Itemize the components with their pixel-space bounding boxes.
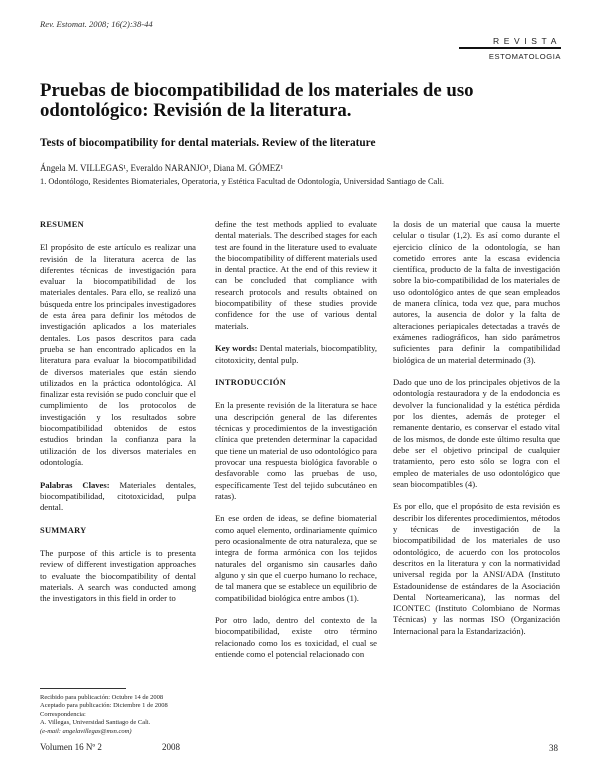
column-2 bbox=[215, 219, 377, 660]
journal-logo-bottom: ESTOMATOLOGIA bbox=[488, 52, 561, 61]
introduccion-paragraph-1: En la presente revisión de la literatura se hace una descripción general de las diferentes técnicas y procedimientos de la investigación clínica que pretenden determinar la capacidad que tiene un material de uso odontológico para provocar una respuesta biológica favorable o desfavorable como las pruebas de uso, específicamente Test del tejido subcutáneo en ratas). bbox=[215, 400, 377, 501]
resumen-keywords-value: Materiales dentales, biocompatibilidad, citotoxicidad, pulpa dental. bbox=[40, 479, 196, 513]
resumen-heading: RESUMEN bbox=[40, 220, 84, 229]
column-3 bbox=[393, 219, 560, 637]
author-affiliation: 1. Odontólogo, Residentes Biomateriales, Operatoria, y Estética Facultad de Odontología, Universidad Santiago de Cali. bbox=[40, 177, 444, 186]
introduccion-paragraph-2: En ese orden de ideas, se define biomaterial como aquel elemento, ordinariamente químico pero ocasionalmente de otra naturaleza, que se integra de forma armónica con los tejidos naturales del organismo sin causarles daño alguno y sin que el cuerpo humano lo rechace, de tal manera que se establece un equilibrio de compatibilidad biológica entre ambos (1). bbox=[215, 513, 377, 603]
resumen-keywords bbox=[40, 480, 196, 514]
summary-text-part2: define the test methods applied to evaluate dental materials. The described stages for each test are found in the literature used to evaluate the biocompatibility of different materials used in dental practice. At the end of this review it can be concluded that compliance with research protocols and results obtained on biocompatibility of these studies provide confidence for the use of various dental materials. bbox=[215, 219, 377, 331]
footnote-accepted: Aceptado para publicación: Diciembre 1 de 2008 bbox=[40, 702, 168, 710]
article-authors: Ángela M. VILLEGAS¹, Everaldo NARANJO¹, Diana M. GÓMEZ¹ bbox=[40, 163, 284, 173]
footnote-received: Recibido para publicación: Octubre 14 de 2008 bbox=[40, 694, 164, 701]
journal-logo bbox=[459, 36, 561, 61]
resumen-keywords-label: Palabras Claves: bbox=[40, 479, 110, 490]
column-1 bbox=[40, 219, 196, 605]
footnote-divider bbox=[40, 688, 126, 689]
introduccion-paragraph-4: Dado que uno de los principales objetivos de la odontología restauradora y de la endodoncia es devolver la funcionalidad y la estética pérdida por los dientes, además de proteger el remanente dentario, es conservar el estado vital de los mismos, de donde este último resulta que debe ser el objetivo principal de cualquier tratamiento, pero esto sólo se logra con el empleo de materiales de uso odontológico que sean biocompatibles (4). bbox=[393, 377, 560, 489]
introduccion-paragraph-3: Por otro lado, dentro del contexto de la biocompatibilidad, existe otro término relacionado como los es toxicidad, el cual se entiende como el potencial relacionado con bbox=[215, 615, 377, 659]
summary-keywords-label: Key words: bbox=[215, 343, 258, 354]
article-title-english: Tests of biocompatibility for dental materials. Review of the literature bbox=[40, 137, 376, 149]
summary-keywords bbox=[215, 343, 377, 366]
introduccion-paragraph-3-continued: la dosis de un material que causa la muerte celular o tisular (1,2). Es así como durante el ejercicio clínico de la odontología, se han cometido errores ante la escasa evidencia científica, producto de la falta de investigación sobre la bio-compatibilidad de los materiales de uso odontológico antes de que sean empleados de manera clínica, toda vez que, para muchos autores, la ausencia de dolor y la falta de alteraciones periapicales detectadas a través de exámenes radiográficos, han sido parámetros suficientes para definir la compatibilidad biológica de un material determinado (3). bbox=[393, 219, 560, 365]
introduccion-heading: INTRODUCCIÓN bbox=[215, 378, 287, 388]
footnote-correspondence: A. Villegas, Universidad Santiago de Cali. bbox=[40, 719, 151, 727]
footnote-email: (e-mail: angelavillegas@msn.com) bbox=[40, 727, 132, 735]
footer-year: 2008 bbox=[162, 742, 180, 752]
summary-heading: SUMMARY bbox=[40, 525, 87, 535]
summary-keywords-value: Dental materials, biocompatiblity, citotoxicity, dental pulp. bbox=[215, 343, 378, 365]
page-number: 38 bbox=[549, 743, 558, 753]
footnote-correspondence-label: Correspondencia: bbox=[40, 710, 86, 718]
article-title-spanish: Pruebas de biocompatibilidad de los materiales de uso odontológico: Revisión de la literatura. bbox=[40, 80, 474, 121]
summary-text-part1: The purpose of this article is to presenta review of different investigation approaches to evaluate the biocompatibility of dental materials. A search was conducted among the investigators in this field in order to bbox=[40, 548, 196, 604]
journal-logo-top: REVISTA bbox=[459, 36, 561, 49]
resumen-text: El propósito de este artículo es realizar una revisión de la literatura acerca de las diferentes técnicas de investigación para evaluar la biocompatibilidad de los materiales dentales. Para ello, se realizó una búsqueda entre los principales investigadores de esta área para definir los métodos de investigación aplicados a los materiales dentales. Los pasos descritos para cada prueba se han encontrado aplicados en la literatura para evaluar la biocompatibilidad de diversos materiales que están siendo utilizados en la práctica odontológica. Al finalizar esta revisión se pudo concluir que el cumplimiento de los protocolos de investigación y los resultados sobre biocompatibilidad obtenidos de estos estudios brindan la confianza para la utilización de los diversos materiales en odontología. bbox=[40, 242, 196, 467]
journal-citation: Rev. Estomat. 2008; 16(2):38-44 bbox=[40, 19, 153, 29]
introduccion-paragraph-5: Es por ello, que el propósito de esta revisión es describir los diferentes procedimientos, métodos y técnicas de investigación de la biocompatibilidad de los materiales de uso odontológico, de acuerdo con los protocolos descritos en la literatura y con la normatividad universal regida por la ANSI/ADA (Instituto Estadounidense de estándares de la Asociación Dental Norteamericana), las normas del ICONTEC (Instituto Colombiano de Normas Técnicas) y las normas ISO (Organización Internacional para la Estandarización). bbox=[393, 501, 560, 636]
footer-volume: Volumen 16 Nº 2 bbox=[40, 742, 102, 752]
footnotes bbox=[40, 694, 200, 736]
